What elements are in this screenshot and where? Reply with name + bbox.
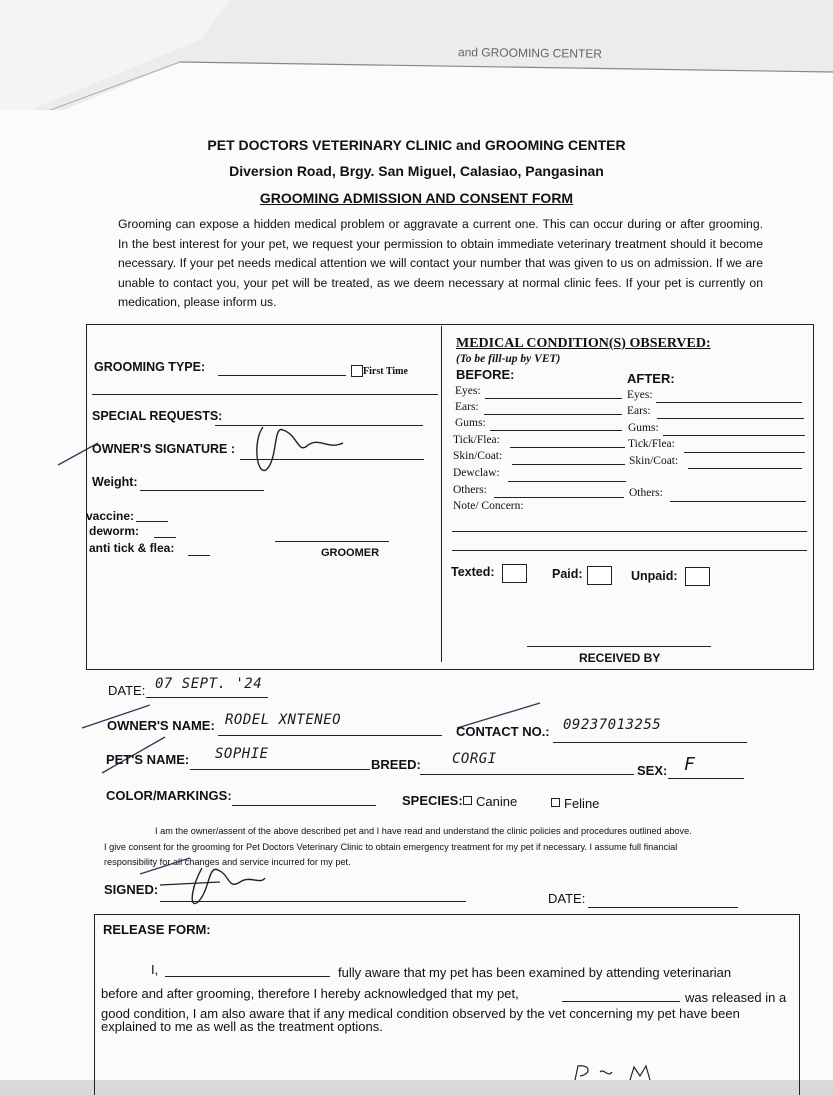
feline-option[interactable] bbox=[551, 796, 599, 811]
breed-line[interactable] bbox=[420, 774, 634, 775]
release-text-2a: before and after grooming, therefore I hereby acknowledged that my pet, bbox=[101, 986, 519, 1001]
owner-name-line[interactable] bbox=[218, 735, 442, 736]
signed-line[interactable] bbox=[160, 901, 466, 902]
before-label: BEFORE: bbox=[456, 367, 515, 382]
owner-name-label: OWNER'S NAME: bbox=[107, 718, 215, 733]
canine-checkbox[interactable] bbox=[463, 796, 472, 805]
color-markings-line[interactable] bbox=[232, 805, 376, 806]
owner-signature-label: OWNER'S SIGNATURE : bbox=[92, 442, 236, 456]
release-i: I, bbox=[151, 962, 159, 977]
breed-value: CORGI bbox=[452, 751, 497, 767]
before-ears-line[interactable] bbox=[484, 414, 622, 415]
before-skin: Skin/Coat: bbox=[453, 450, 503, 462]
before-others-line[interactable] bbox=[494, 497, 624, 498]
before-dewclaw-line[interactable] bbox=[508, 481, 626, 482]
vaccine-line[interactable] bbox=[136, 521, 168, 522]
back-page-text: and GROOMING CENTER bbox=[457, 45, 603, 61]
groomer-label: GROOMER bbox=[321, 547, 380, 559]
clinic-address: Diversion Road, Brgy. San Miguel, Calasiao, Pangasinan bbox=[229, 163, 604, 179]
form-title: GROOMING ADMISSION AND CONSENT FORM bbox=[259, 190, 574, 206]
paid-label: Paid: bbox=[552, 567, 583, 581]
canine-option[interactable] bbox=[463, 794, 517, 809]
note-line-2[interactable] bbox=[452, 550, 807, 551]
weight-label: Weight: bbox=[92, 475, 138, 489]
before-gums: Gums: bbox=[455, 417, 486, 429]
folded-page-edge bbox=[0, 0, 833, 110]
consent-line-2: I give consent for the grooming for Pet Doctors Veterinary Clinic to obtain emergency treatment for my pet if necessary. I assume full financial bbox=[104, 842, 678, 852]
release-text-2b: was released in a bbox=[685, 990, 787, 1005]
after-eyes-line[interactable] bbox=[656, 402, 802, 403]
unpaid-checkbox[interactable] bbox=[685, 567, 710, 586]
sex-value: F bbox=[684, 754, 696, 775]
vaccine-label: vaccine: bbox=[86, 509, 135, 523]
contact-label: CONTACT NO.: bbox=[456, 724, 550, 739]
owner-name-value: RODEL XNTENEO bbox=[225, 712, 342, 728]
pet-name-line[interactable] bbox=[190, 769, 370, 770]
intro-paragraph: Grooming can expose a hidden medical problem or aggravate a current one. This can occur during or after grooming. In the best interest for your pet, we request your permission to obtain immediate veterinary treatment should it become necessary. If your pet needs medical attention we will contact your number that was given to us on admission. If we are unable to contact you, your pet will be treated, as we deem necessary at normal clinic fees. If your pet is currently on medication, please inform us. bbox=[118, 217, 763, 309]
after-skin: Skin/Coat: bbox=[629, 455, 679, 467]
texted-checkbox[interactable] bbox=[502, 564, 527, 583]
deworm-label: deworm: bbox=[89, 524, 140, 538]
feline-label: Feline bbox=[564, 796, 600, 811]
note-line-1[interactable] bbox=[452, 531, 807, 532]
pet-name-label: PET'S NAME: bbox=[106, 752, 190, 767]
release-text-3: good condition, I am also aware that if any medical condition observed by the vet concerning my pet have been bbox=[101, 1006, 740, 1021]
box-divider bbox=[441, 326, 442, 662]
pet-name-value: SOPHIE bbox=[215, 746, 269, 762]
after-others: Others: bbox=[629, 487, 663, 499]
release-name-line[interactable] bbox=[165, 976, 330, 977]
note-concern-label: Note/ Concern: bbox=[453, 500, 524, 512]
before-skin-line[interactable] bbox=[512, 464, 625, 465]
anti-tick-label: anti tick & flea: bbox=[89, 541, 175, 555]
special-requests-label: SPECIAL REQUESTS: bbox=[92, 409, 223, 423]
date-label: DATE: bbox=[108, 683, 146, 698]
received-by-line[interactable] bbox=[527, 646, 711, 647]
after-gums-line[interactable] bbox=[663, 435, 805, 436]
anti-tick-line[interactable] bbox=[188, 555, 210, 556]
medical-title: MEDICAL CONDITION(S) OBSERVED: bbox=[456, 336, 711, 351]
grooming-type-label: GROOMING TYPE: bbox=[94, 360, 206, 374]
consent-date-line[interactable] bbox=[588, 907, 738, 908]
unpaid-label: Unpaid: bbox=[631, 569, 678, 583]
grooming-box bbox=[86, 324, 814, 670]
consent-date-label: DATE: bbox=[548, 891, 586, 906]
before-tick: Tick/Flea: bbox=[453, 434, 500, 446]
after-ears: Ears: bbox=[627, 405, 651, 417]
first-time-checkbox[interactable] bbox=[351, 365, 363, 377]
release-text-1: fully aware that my pet has been examined by attending veterinarian bbox=[338, 965, 732, 980]
grooming-type-line-2 bbox=[92, 394, 438, 395]
before-gums-line[interactable] bbox=[490, 430, 622, 431]
weight-line[interactable] bbox=[140, 490, 264, 491]
feline-checkbox[interactable] bbox=[551, 798, 560, 807]
before-eyes-line[interactable] bbox=[485, 398, 622, 399]
paid-checkbox[interactable] bbox=[587, 566, 612, 585]
groomer-line[interactable] bbox=[275, 541, 389, 542]
release-pet-line[interactable] bbox=[562, 1001, 680, 1002]
release-form-title: RELEASE FORM: bbox=[103, 922, 211, 937]
after-tick-line[interactable] bbox=[684, 452, 805, 453]
signed-signature-scribble bbox=[100, 830, 280, 910]
after-gums: Gums: bbox=[628, 422, 659, 434]
signed-label: SIGNED: bbox=[104, 882, 159, 897]
first-time-label: First Time bbox=[363, 366, 408, 377]
color-markings-label: COLOR/MARKINGS: bbox=[106, 788, 232, 803]
before-ears: Ears: bbox=[455, 401, 479, 413]
before-dewclaw: Dewclaw: bbox=[453, 467, 500, 479]
grooming-type-line[interactable] bbox=[218, 375, 346, 376]
contact-value: 09237013255 bbox=[563, 717, 662, 733]
before-others: Others: bbox=[453, 484, 487, 496]
sex-line[interactable] bbox=[668, 778, 744, 779]
breed-label: BREED: bbox=[371, 757, 421, 772]
owner-signature-scribble bbox=[58, 415, 348, 480]
date-line[interactable] bbox=[146, 697, 268, 698]
date-value: 07 SEPT. '24 bbox=[155, 676, 263, 692]
bottom-partial-handwriting bbox=[570, 1062, 660, 1080]
clinic-name: PET DOCTORS VETERINARY CLINIC and GROOMING CENTER bbox=[207, 137, 626, 153]
species-label: SPECIES: bbox=[402, 793, 463, 808]
after-others-line[interactable] bbox=[670, 501, 806, 502]
after-skin-line[interactable] bbox=[688, 468, 802, 469]
contact-line[interactable] bbox=[553, 742, 747, 743]
after-tick: Tick/Flea: bbox=[628, 438, 675, 450]
received-by-label: RECEIVED BY bbox=[579, 651, 661, 665]
before-tick-line[interactable] bbox=[510, 447, 625, 448]
release-text-4: explained to me as well as the treatment options. bbox=[101, 1019, 383, 1034]
texted-label: Texted: bbox=[451, 565, 495, 579]
canine-label: Canine bbox=[476, 794, 518, 809]
deworm-line[interactable] bbox=[154, 537, 176, 538]
consent-line-3: responsibility for all changes and service incurred for my pet. bbox=[104, 857, 351, 867]
after-ears-line[interactable] bbox=[657, 418, 804, 419]
after-eyes: Eyes: bbox=[627, 389, 653, 401]
after-label: AFTER: bbox=[627, 371, 675, 386]
consent-line-1: I am the owner/assent of the above described pet and I have read and understand the clinic policies and procedures outlined above. bbox=[155, 826, 692, 836]
sex-label: SEX: bbox=[637, 763, 668, 778]
before-eyes: Eyes: bbox=[455, 385, 481, 397]
medical-subtitle: (To be fill-up by VET) bbox=[456, 353, 561, 365]
